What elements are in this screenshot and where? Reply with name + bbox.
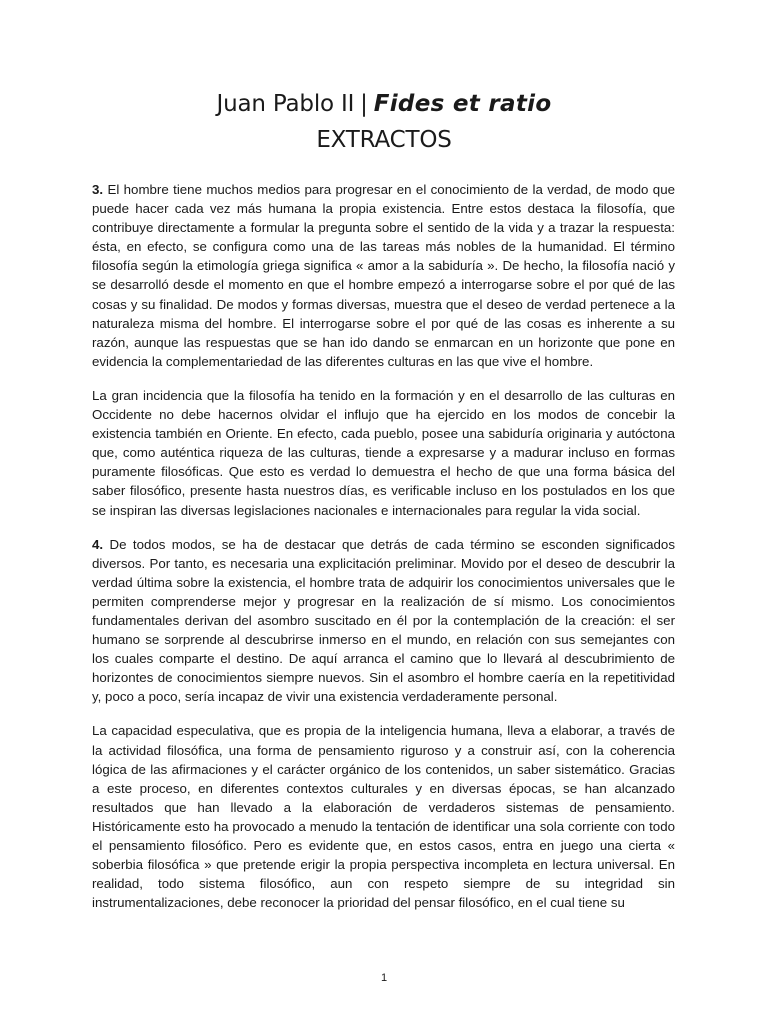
- paragraph-3-continued: [92, 386, 675, 520]
- paragraph-text: El hombre tiene muchos medios para progresar en el conocimiento de la verdad, de modo que puede hacer cada vez más humana la propia existencia. Entre estos destaca la filosofía, que contribuye directamente a formular la pregunta sobre el sentido de la vida y a trazar la respuesta: ésta, en efecto, se configura como una de las tareas más nobles de la humanidad. El término filosofía según la etimología griega significa « amor a la sabiduría ». De hecho, la filosofía nació y se desarrolló desde el momento en que el hombre empezó a interrogarse sobre el por qué de las cosas y su finalidad. De modos y formas diversas, muestra que el deseo de verdad pertenece a la naturaleza misma del hombre. El interrogarse sobre el por qué de las cosas es inherente a su razón, aunque las respuestas que se han ido dando se enmarcan en un horizonte que pone en evidencia la complementariedad de las diferentes culturas en las que vive el hombre.: [92, 182, 675, 369]
- title-author: Juan Pablo II: [216, 91, 355, 117]
- document-title-block: [0, 86, 768, 158]
- paragraph-text: La capacidad especulativa, que es propia de la inteligencia humana, lleva a elaborar, a través de la actividad filosófica, una forma de pensamiento riguroso y a construir así, con la coherencia lógica de las afirmaciones y el carácter orgánico de los contenidos, un saber sistemático. Gracias a este proceso, en diferentes contextos culturales y en diversas épocas, se han alcanzado resultados que han llevado a la elaboración de verdaderos sistemas de pensamiento. Históricamente esto ha provocado a menudo la tentación de identificar una sola corriente con todo el pensamiento filosófico. Pero es evidente que, en estos casos, entra en juego una cierta « soberbia filosófica » que pretende erigir la propia perspectiva incompleta en lectura universal. En realidad, todo sistema filosófico, aun con respeto siempre de su integridad sin instrumentalizaciones, debe reconocer la prioridad del pensar filosófico, en el cual tiene su: [92, 723, 675, 911]
- title-work: Fides et ratio: [373, 91, 552, 117]
- paragraph-4-continued: [92, 721, 675, 912]
- paragraph-number: 4.: [92, 536, 104, 552]
- paragraph-text: La gran incidencia que la filosofía ha tenido en la formación y en el desarrollo de las culturas en Occidente no debe hacernos olvidar el influjo que ha ejercido en los modos de concebir la existencia también en Oriente. En efecto, cada pueblo, posee una sabiduría originaria y autóctona que, como auténtica riqueza de las culturas, tiende a expresarse y a madurar incluso en formas puramente filosóficas. Que esto es verdad lo demuestra el hecho de que una forma básica del saber filosófico, presente hasta nuestros días, es verificable incluso en los postulados en los que se inspiran las diversas legislaciones nacionales e internacionales para regular la vida social.: [92, 387, 675, 518]
- document-subtitle: EXTRACTOS: [316, 127, 452, 153]
- document-title: [0, 86, 768, 122]
- paragraph-4: [92, 535, 675, 707]
- paragraph-text: De todos modos, se ha de destacar que detrás de cada término se esconden significados diversos. Por tanto, es necesaria una explicitación preliminar. Movido por el deseo de descubrir la verdad última sobre la existencia, el hombre trata de adquirir los conocimientos universales que le permiten comprenderse mejor y progresar en la realización de sí mismo. Los conocimientos fundamentales derivan del asombro suscitado en él por la contemplación de la creación: el ser humano se sorprende al descubrirse inmerso en el mundo, en relación con sus semejantes con los cuales comparte el destino. De aquí arranca el camino que lo llevará al descubrimiento de horizontes de conocimientos siempre nuevos. Sin el asombro el hombre caería en la repetitividad y, poco a poco, sería incapaz de vivir una existencia verdaderamente personal.: [92, 536, 675, 705]
- page-number: 1: [380, 972, 388, 984]
- title-separator: |: [360, 91, 368, 117]
- paragraph-number: 3.: [92, 182, 104, 197]
- document-body: [92, 180, 675, 927]
- paragraph-3: [92, 180, 675, 371]
